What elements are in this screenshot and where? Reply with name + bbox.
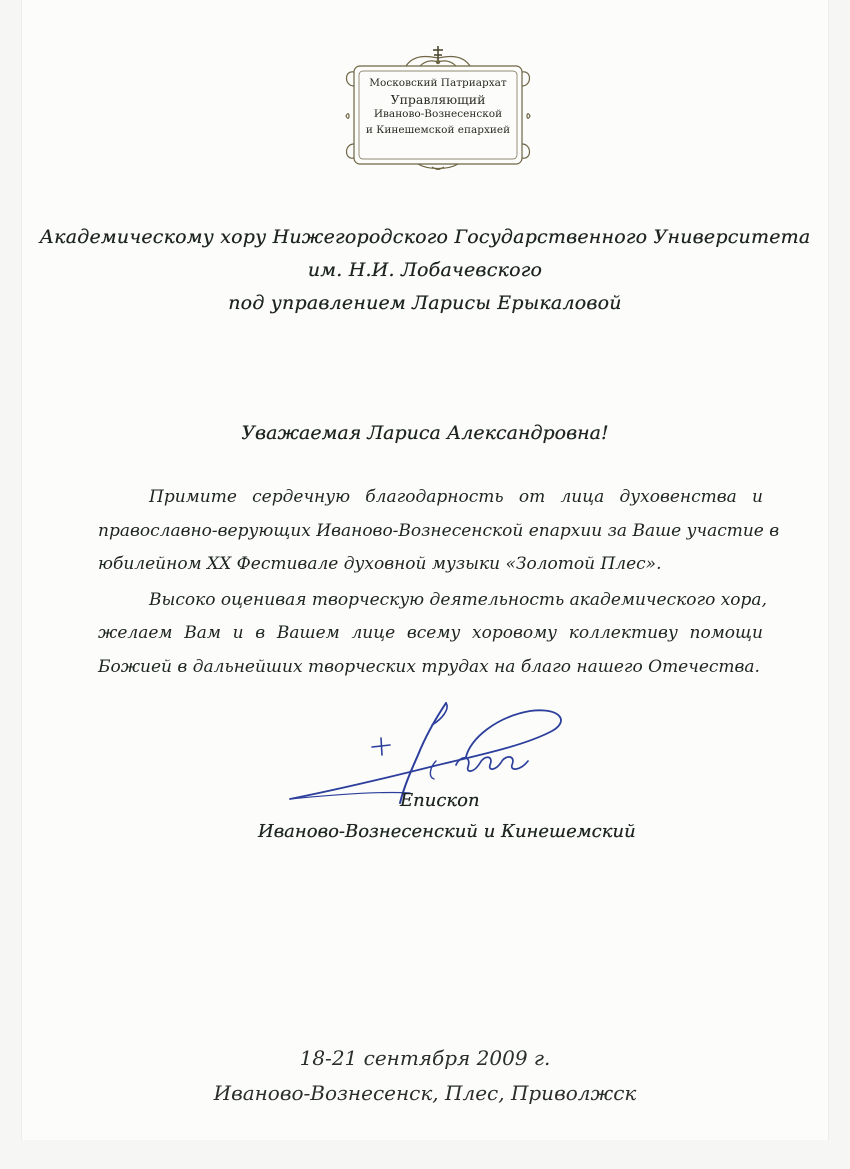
emblem-text xyxy=(362,76,514,138)
body-p1-line-3: юбилейном XX Фестивале духовной музыки «Золотой Плес». xyxy=(98,554,662,574)
emblem-line-diocese-1: Иваново-Вознесенской xyxy=(373,108,503,120)
addressee-line-1: Академическому хору Нижегородского Государственного Университета xyxy=(39,226,811,248)
signatory-see: Иваново-Вознесенский и Кинешемский xyxy=(258,821,636,842)
emblem-line-patriarchate: Московский Патриархат xyxy=(369,77,507,89)
signatory-title: Епископ xyxy=(400,790,480,811)
emblem-line-diocese-2: и Кинешемской епархией xyxy=(365,123,511,136)
addressee-line-2: им. Н.И. Лобачевского xyxy=(307,259,543,281)
addressee-line-3: под управлением Ларисы Ерыкаловой xyxy=(228,292,622,314)
body-p2-line-2: желаем Вам и в Вашем лице всему хоровому коллективу помощи xyxy=(98,623,763,643)
body-p2-line-1: Высоко оценивая творческую деятельность академического хора, xyxy=(149,590,767,610)
footer-places: Иваново-Вознесенск, Плес, Приволжск xyxy=(213,1081,637,1105)
body-p1-line-1: Примите сердечную благодарность от лица духовенства и xyxy=(149,487,763,507)
letter-sheet xyxy=(22,0,828,1140)
emblem-line-title: Управляющий xyxy=(390,91,486,107)
greeting: Уважаемая Лариса Александровна! xyxy=(241,422,609,444)
letterhead-emblem xyxy=(340,46,536,170)
body-p1-line-2: православно-верующих Иваново-Вознесенской епархии за Ваше участие в xyxy=(98,521,780,541)
body-p2-line-3: Божией в дальнейших творческих трудах на благо нашего Отечества. xyxy=(98,657,760,677)
footer-dates: 18-21 сентября 2009 г. xyxy=(299,1046,551,1070)
